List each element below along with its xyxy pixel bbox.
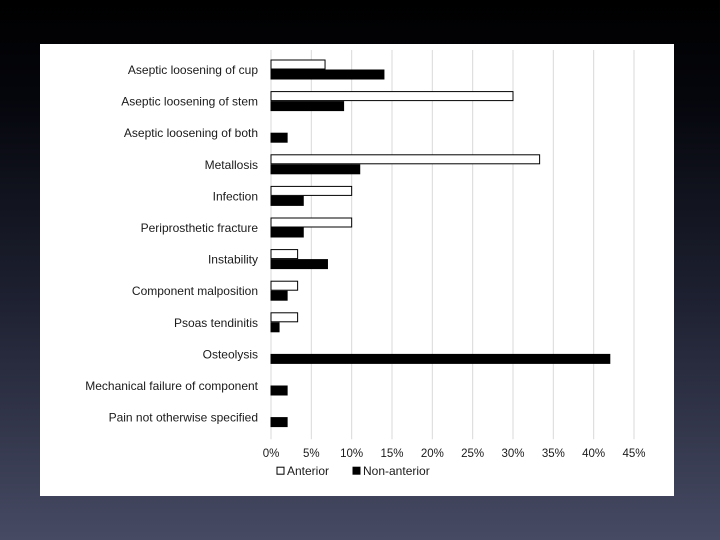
bar-non-anterior [271, 133, 287, 142]
x-tick-label: 15% [380, 448, 404, 461]
legend-label: Non-anterior [363, 464, 430, 479]
bar-non-anterior [271, 260, 327, 269]
category-label: Component malposition [131, 284, 258, 299]
bar-anterior [271, 92, 513, 101]
bar-non-anterior [271, 70, 384, 79]
bar-non-anterior [271, 291, 287, 300]
bar-anterior [271, 60, 325, 69]
bar-non-anterior [271, 323, 279, 332]
category-label: Metallosis [204, 157, 258, 172]
x-tick-label: 30% [501, 448, 525, 461]
bar-non-anterior [271, 386, 287, 395]
slide-panel [40, 44, 674, 496]
x-tick-label: 10% [340, 448, 364, 461]
x-tick-label: 35% [541, 448, 565, 461]
x-tick-label: 5% [303, 448, 320, 461]
x-tick-label: 45% [622, 448, 646, 461]
category-label: Pain not otherwise specified [108, 410, 258, 425]
legend-swatch [277, 467, 284, 474]
x-tick-label: 0% [262, 448, 280, 461]
bar-anterior [271, 313, 298, 322]
bar-anterior [271, 155, 540, 164]
legend-label: Anterior [287, 464, 330, 479]
category-label: Osteolysis [202, 347, 258, 362]
x-axis-tick-labels [263, 448, 646, 460]
category-label: Aseptic loosening of cup [127, 63, 258, 77]
x-tick-label: 40% [582, 448, 606, 461]
bar-non-anterior [271, 228, 303, 237]
bar-non-anterior [271, 102, 344, 111]
category-label: Psoas tendinitis [173, 315, 258, 330]
category-label: Mechanical failure of component [85, 379, 258, 393]
bar-non-anterior [271, 196, 303, 205]
bar-non-anterior [271, 418, 287, 427]
legend [277, 464, 430, 478]
x-tick-label: 20% [420, 448, 444, 461]
bar-anterior [271, 281, 298, 290]
bar-anterior [271, 250, 298, 259]
bar-anterior [271, 186, 352, 195]
bar-non-anterior [271, 165, 360, 174]
category-label: Instability [207, 252, 258, 267]
bars-layer [271, 60, 610, 427]
category-label: Aseptic loosening of stem [121, 94, 258, 109]
x-tick-label: 25% [461, 448, 485, 461]
legend-swatch [353, 467, 360, 474]
category-label: Infection [212, 189, 258, 204]
bar-chart [40, 44, 674, 496]
category-labels [85, 63, 258, 425]
bar-anterior [271, 218, 352, 227]
bar-non-anterior [271, 354, 610, 363]
category-label: Aseptic loosening of both [123, 126, 258, 141]
category-label: Periprosthetic fracture [140, 221, 258, 235]
